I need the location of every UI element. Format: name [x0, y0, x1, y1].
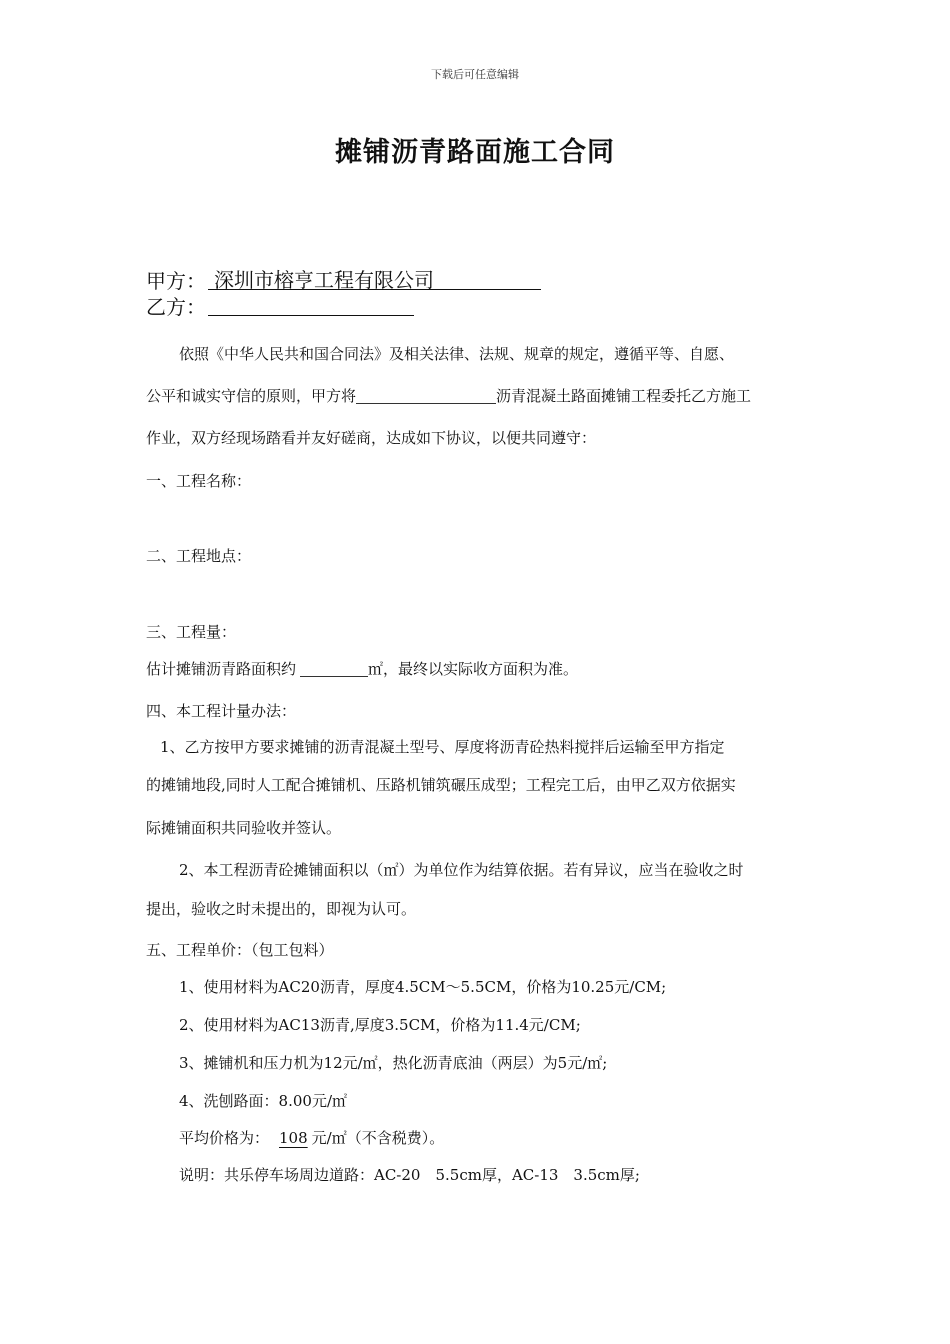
section-4-p2-line-1: 2、本工程沥青砼摊铺面积以（㎡）为单位作为结算依据。若有异议，应当在验收之时	[179, 861, 744, 879]
section-4-p2-line-2: 提出，验收之时未提出的，即视为认可。	[146, 900, 417, 918]
price-item-3: 3、摊铺机和压力机为12元/㎡，热化沥青底油（两层）为5元/㎡;	[179, 1054, 608, 1072]
intro-line-2	[146, 385, 751, 406]
price-item-2: 2、使用材料为AC13沥青,厚度3.5CM，价格为11.4元/CM;	[179, 1016, 581, 1034]
party-a-field	[208, 267, 541, 290]
section-3-quantity	[146, 658, 578, 679]
average-price-label: 平均价格为：	[179, 1129, 270, 1147]
page-header: 下载后可任意编辑	[431, 68, 519, 81]
party-b-label: 乙方：	[146, 295, 206, 319]
intro-line-1: 依照《中华人民共和国合同法》及相关法律、法规、规章的规定，遵循平等、自愿、	[179, 345, 735, 363]
intro-line-2-post: 沥青混凝土路面摊铺工程委托乙方施工	[496, 387, 752, 405]
section-3-heading: 三、工程量：	[146, 623, 237, 641]
party-b-line	[146, 291, 414, 320]
section-1-heading: 一、工程名称：	[146, 472, 252, 490]
average-price-line	[179, 1127, 444, 1148]
quantity-pre: 估计摊铺沥青路面积约	[146, 660, 297, 678]
section-2-heading: 二、工程地点：	[146, 547, 252, 565]
section-4-p1-line-3: 际摊铺面积共同验收并签认。	[146, 819, 342, 837]
average-price-unit: 元/㎡（不含税费）。	[311, 1129, 445, 1147]
intro-line-3: 作业，双方经现场踏看并友好磋商，达成如下协议，以便共同遵守：	[146, 429, 597, 447]
contract-title: 摊铺沥青路面施工合同	[335, 137, 615, 168]
party-a-value: 深圳市榕亨工程有限公司	[214, 268, 434, 292]
project-blank	[356, 387, 496, 404]
intro-line-2-pre: 公平和诚实守信的原则，甲方将	[146, 387, 357, 405]
section-4-p1-line-1: 1、乙方按甲方要求摊铺的沥青混凝土型号、厚度将沥青砼热料搅拌后运输至甲方指定	[160, 738, 725, 756]
price-note: 说明：共乐停车场周边道路：AC-20 5.5cm厚，AC-13 3.5cm厚;	[179, 1166, 640, 1184]
party-a-line	[146, 265, 541, 294]
party-b-field	[208, 295, 414, 316]
quantity-blank	[300, 660, 368, 677]
section-5-heading: 五、工程单价：（包工包料）	[146, 941, 334, 959]
party-a-label: 甲方：	[146, 269, 206, 293]
average-price-value: 108	[279, 1129, 308, 1147]
section-4-heading: 四、本工程计量办法：	[146, 702, 297, 720]
price-item-4: 4、洗刨路面：8.00元/㎡	[179, 1092, 347, 1110]
section-4-p1-line-2: 的摊铺地段,同时人工配合摊铺机、压路机铺筑碾压成型；工程完工后，由甲乙双方依据实	[146, 776, 736, 794]
price-item-1: 1、使用材料为AC20沥青，厚度4.5CM～5.5CM，价格为10.25元/CM;	[179, 978, 667, 996]
quantity-post: ㎡，最终以实际收方面积为准。	[368, 660, 579, 678]
